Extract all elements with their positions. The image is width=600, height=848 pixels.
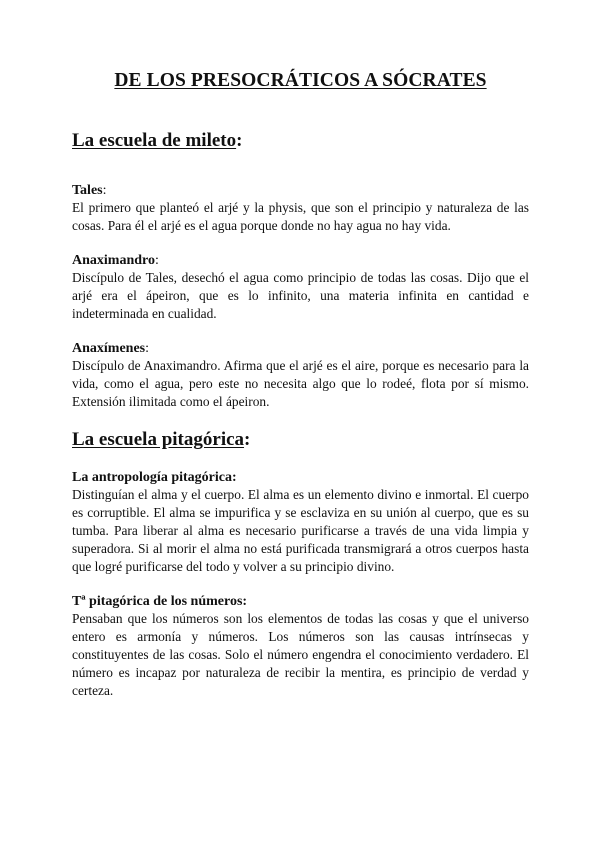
entry-tales [72, 182, 529, 235]
entry-subhead [72, 340, 529, 357]
entry-subhead-text: Anaxímenes [72, 341, 146, 356]
section-heading-colon: : [236, 130, 243, 151]
entry-anaximenes [72, 340, 529, 411]
entry-text: Distinguían el alma y el cuerpo. El alma es un elemento divino e inmortal. El cuerpo es corruptible. El alma se impurifica y se esclaviza en su unión al cuerpo, que es su tumba. Para liberar al alma es necesario purificarse a través de una vida limpia y superadora. Si al morir el alma no está purificada transmigrará a otros cuerpos hasta que logré purificarse del todo y volver a su principio divino. [72, 487, 529, 574]
section-heading-text: La escuela de mileto [72, 130, 237, 151]
entry-subhead-colon: : [242, 594, 248, 609]
entry-subhead [72, 593, 529, 610]
section-heading-text: La escuela pitagórica [72, 429, 245, 450]
entry-subhead-text: Tales [72, 183, 103, 198]
entry-text: Discípulo de Anaximandro. Afirma que el arjé es el aire, porque es necesario para la vida, como el agua, pero este no necesita algo que lo rodeé, flota por sí mismo. Extensión ilimitada como el ápeiron. [72, 358, 529, 409]
document-page [72, 70, 529, 700]
entry-subhead-colon: : [102, 183, 107, 198]
entry-numeros [72, 593, 529, 700]
entry-subhead-text: La antropología pitagórica [72, 470, 232, 485]
entry-anaximandro [72, 252, 529, 323]
entry-subhead-colon: : [154, 253, 159, 268]
section-heading-mileto [72, 130, 529, 152]
entry-antropologia [72, 469, 529, 576]
entry-subhead [72, 252, 529, 269]
section-heading-pitagorica [72, 429, 529, 451]
document-title: DE LOS PRESOCRÁTICOS A SÓCRATES [114, 70, 487, 91]
entry-subhead-text: Anaximandro [72, 253, 155, 268]
entry-subhead-colon: : [145, 341, 150, 356]
section-heading-colon: : [244, 429, 251, 450]
entry-text: Pensaban que los números son los elementos de todas las cosas y que el universo entero es armonía y números. Los números son las causas intrínsecas y constituyentes de las cosas. Solo el número engendra el conocimiento verdadero. El número es incapaz por naturaleza de recibir la mentira, es principio de verdad y certeza. [72, 611, 529, 698]
entry-subhead-colon: : [231, 470, 237, 485]
entry-subhead [72, 469, 529, 486]
entry-subhead [72, 182, 529, 199]
entry-subhead-text: Tª pitagórica de los números [72, 594, 243, 609]
entry-text: Discípulo de Tales, desechó el agua como principio de todas las cosas. Dijo que el arjé era el ápeiron, que es lo infinito, una materia infinita en cantidad e indeterminada en cualidad. [72, 270, 529, 321]
entry-text: El primero que planteó el arjé y la physis, que son el principio y naturaleza de las cosas. Para él el arjé es el agua porque donde no hay agua no hay vida. [72, 200, 529, 233]
